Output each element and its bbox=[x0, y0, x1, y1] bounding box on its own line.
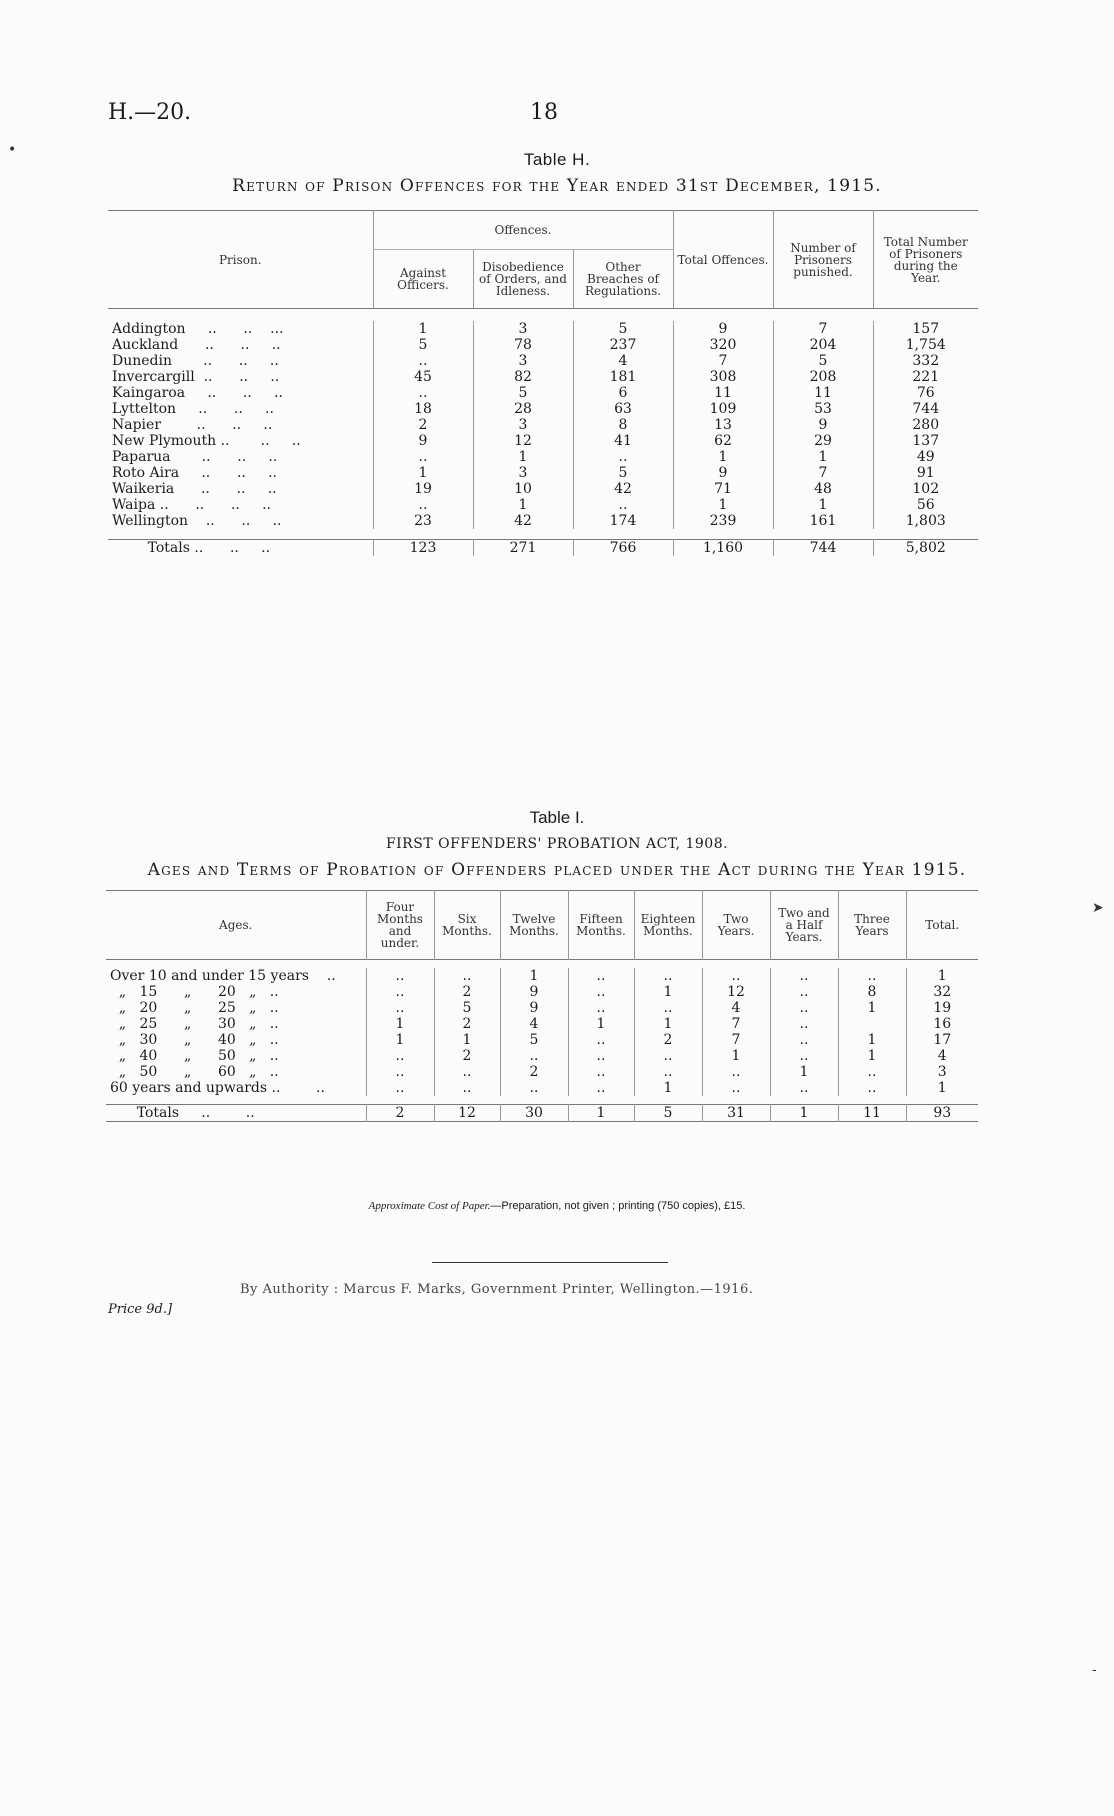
age-range: Over 10 and under 15 years .. bbox=[110, 968, 336, 984]
three-years-cell: .. bbox=[838, 1064, 906, 1080]
against-officers-cell: .. bbox=[373, 353, 473, 369]
table-row bbox=[108, 401, 978, 417]
three-years-cell: 1 bbox=[838, 1048, 906, 1064]
other-breaches-cell: 181 bbox=[573, 369, 673, 385]
against-officers-cell: 2 bbox=[373, 417, 473, 433]
other-breaches-cell: .. bbox=[573, 449, 673, 465]
fifteen-months-cell: .. bbox=[568, 1048, 634, 1064]
margin-dot: • bbox=[8, 142, 17, 158]
two-half-years-cell: .. bbox=[770, 1080, 838, 1096]
two-years-cell: 7 bbox=[702, 1032, 770, 1048]
six-months-cell: .. bbox=[434, 1080, 500, 1096]
eighteen-months-cell: .. bbox=[634, 1064, 702, 1080]
four-months-cell: .. bbox=[366, 1048, 434, 1064]
number-punished-cell: 161 bbox=[773, 513, 873, 529]
fifteen-months-cell: .. bbox=[568, 1032, 634, 1048]
number-punished-cell: 7 bbox=[773, 465, 873, 481]
age-range: „ 20 „ 25 „ .. bbox=[110, 1000, 279, 1016]
four-months-cell: .. bbox=[366, 1080, 434, 1096]
four-months-cell: .. bbox=[366, 968, 434, 984]
four-months-cell: .. bbox=[366, 1000, 434, 1016]
two-half-years-cell: .. bbox=[770, 1032, 838, 1048]
prison-name: New Plymouth .. .. .. bbox=[112, 433, 301, 449]
table-row bbox=[106, 1016, 978, 1032]
table-i-totals-row bbox=[106, 1105, 978, 1122]
two-half-years-cell: .. bbox=[770, 1000, 838, 1016]
number-punished-cell: 11 bbox=[773, 385, 873, 401]
table-row bbox=[108, 497, 978, 513]
page-header-reference: H.—20. bbox=[108, 100, 192, 125]
table-row bbox=[108, 465, 978, 481]
other-breaches-cell: 5 bbox=[573, 465, 673, 481]
footer-rule bbox=[432, 1262, 668, 1263]
against-officers-cell: 19 bbox=[373, 481, 473, 497]
two-half-years-cell: .. bbox=[770, 968, 838, 984]
table-h-header-disobedience: Disobedience of Orders, and Idleness. bbox=[473, 250, 573, 309]
eighteen-months-cell: 1 bbox=[634, 1080, 702, 1096]
table-h-header-total-prisoners: Total Number of Prisoners during the Year. bbox=[873, 211, 978, 309]
disobedience-cell: 42 bbox=[473, 513, 573, 529]
against-officers-cell: .. bbox=[373, 449, 473, 465]
prison-name: Addington .. .. ... bbox=[112, 321, 284, 337]
total-offences: 1,160 bbox=[673, 540, 773, 557]
two-years-cell: 12 bbox=[702, 984, 770, 1000]
total-eighteen-months: 5 bbox=[634, 1105, 702, 1122]
two-half-years-cell: .. bbox=[770, 1048, 838, 1064]
twelve-months-cell: 1 bbox=[500, 968, 568, 984]
total-four-months: 2 bbox=[366, 1105, 434, 1122]
table-i-header-total: Total. bbox=[906, 891, 978, 960]
total-two-years: 31 bbox=[702, 1105, 770, 1122]
totals-label: Totals .. .. bbox=[110, 1105, 255, 1121]
three-years-cell: 8 bbox=[838, 984, 906, 1000]
prison-name: Invercargill .. .. .. bbox=[112, 369, 280, 385]
totals-label: Totals .. .. .. bbox=[112, 540, 271, 556]
two-years-cell: .. bbox=[702, 1064, 770, 1080]
prison-name: Waikeria .. .. .. bbox=[112, 481, 277, 497]
table-i-header-four-months: Four Months and under. bbox=[366, 891, 434, 960]
six-months-cell: 1 bbox=[434, 1032, 500, 1048]
table-row bbox=[106, 1048, 978, 1064]
total-prisoners-cell: 49 bbox=[873, 449, 978, 465]
against-officers-cell: 9 bbox=[373, 433, 473, 449]
total-prisoners-cell: 157 bbox=[873, 321, 978, 337]
age-range: „ 15 „ 20 „ .. bbox=[110, 984, 279, 1000]
two-years-cell: 7 bbox=[702, 1016, 770, 1032]
table-row bbox=[108, 417, 978, 433]
table-row bbox=[106, 1080, 978, 1096]
total-cell: 19 bbox=[906, 1000, 978, 1016]
total-prisoners-cell: 332 bbox=[873, 353, 978, 369]
total-cell: 3 bbox=[906, 1064, 978, 1080]
disobedience-cell: 82 bbox=[473, 369, 573, 385]
other-breaches-cell: 4 bbox=[573, 353, 673, 369]
other-breaches-cell: 63 bbox=[573, 401, 673, 417]
total-offences-cell: 7 bbox=[673, 353, 773, 369]
total-prisoners-cell: 76 bbox=[873, 385, 978, 401]
prison-name: Dunedin .. .. .. bbox=[112, 353, 279, 369]
two-years-cell: .. bbox=[702, 1080, 770, 1096]
total-offences-cell: 11 bbox=[673, 385, 773, 401]
total-prisoners-cell: 56 bbox=[873, 497, 978, 513]
three-years-cell: 1 bbox=[838, 1000, 906, 1016]
twelve-months-cell: .. bbox=[500, 1080, 568, 1096]
total-total: 93 bbox=[906, 1105, 978, 1122]
table-i-header-ages: Ages. bbox=[219, 918, 253, 932]
three-years-cell: .. bbox=[838, 968, 906, 984]
table-h bbox=[108, 210, 978, 556]
cost-label: Approximate Cost of Paper. bbox=[368, 1200, 491, 1212]
disobedience-cell: 28 bbox=[473, 401, 573, 417]
total-offences-cell: 239 bbox=[673, 513, 773, 529]
total-offences-cell: 9 bbox=[673, 321, 773, 337]
table-i-header-eighteen-months: Eighteen Months. bbox=[634, 891, 702, 960]
against-officers-cell: 1 bbox=[373, 465, 473, 481]
number-punished-cell: 29 bbox=[773, 433, 873, 449]
number-punished-cell: 208 bbox=[773, 369, 873, 385]
table-i-header-twelve-months: Twelve Months. bbox=[500, 891, 568, 960]
total-cell: 17 bbox=[906, 1032, 978, 1048]
disobedience-cell: 78 bbox=[473, 337, 573, 353]
prison-name: Wellington .. .. .. bbox=[112, 513, 282, 529]
total-prisoners-cell: 1,803 bbox=[873, 513, 978, 529]
total-offences-cell: 1 bbox=[673, 449, 773, 465]
table-i-header-two-years: Two Years. bbox=[702, 891, 770, 960]
twelve-months-cell: 9 bbox=[500, 984, 568, 1000]
six-months-cell: 2 bbox=[434, 1048, 500, 1064]
fifteen-months-cell: .. bbox=[568, 968, 634, 984]
four-months-cell: .. bbox=[366, 984, 434, 1000]
prison-name: Roto Aira .. .. .. bbox=[112, 465, 278, 481]
two-years-cell: .. bbox=[702, 968, 770, 984]
number-punished-cell: 1 bbox=[773, 497, 873, 513]
total-fifteen-months: 1 bbox=[568, 1105, 634, 1122]
table-h-header-other-breaches: Other Breaches of Regulations. bbox=[573, 250, 673, 309]
table-h-header-total-offences: Total Offences. bbox=[673, 211, 773, 309]
fifteen-months-cell: .. bbox=[568, 984, 634, 1000]
against-officers-cell: 23 bbox=[373, 513, 473, 529]
total-offences-cell: 13 bbox=[673, 417, 773, 433]
against-officers-cell: 5 bbox=[373, 337, 473, 353]
total-disobedience: 271 bbox=[473, 540, 573, 557]
number-punished-cell: 48 bbox=[773, 481, 873, 497]
total-cell: 1 bbox=[906, 1080, 978, 1096]
total-offences-cell: 320 bbox=[673, 337, 773, 353]
disobedience-cell: 1 bbox=[473, 497, 573, 513]
disobedience-cell: 3 bbox=[473, 465, 573, 481]
table-h-totals-row bbox=[108, 540, 978, 557]
total-offences-cell: 109 bbox=[673, 401, 773, 417]
two-years-cell: 4 bbox=[702, 1000, 770, 1016]
total-offences-cell: 62 bbox=[673, 433, 773, 449]
total-prisoners-cell: 221 bbox=[873, 369, 978, 385]
page-number: 18 bbox=[530, 100, 558, 125]
other-breaches-cell: 41 bbox=[573, 433, 673, 449]
total-cell: 4 bbox=[906, 1048, 978, 1064]
disobedience-cell: 12 bbox=[473, 433, 573, 449]
three-years-cell: .. bbox=[838, 1080, 906, 1096]
prison-name: Kaingaroa .. .. .. bbox=[112, 385, 283, 401]
disobedience-cell: 5 bbox=[473, 385, 573, 401]
two-half-years-cell: 1 bbox=[770, 1064, 838, 1080]
age-range: 60 years and upwards .. .. bbox=[110, 1080, 325, 1096]
table-h-header-number-punished: Number of Prisoners punished. bbox=[773, 211, 873, 309]
table-row bbox=[106, 1000, 978, 1016]
total-cell: 32 bbox=[906, 984, 978, 1000]
three-years-cell bbox=[838, 1016, 906, 1032]
other-breaches-cell: .. bbox=[573, 497, 673, 513]
table-i-header-two-half-years: Two and a Half Years. bbox=[770, 891, 838, 960]
eighteen-months-cell: .. bbox=[634, 1000, 702, 1016]
table-row bbox=[108, 369, 978, 385]
other-breaches-cell: 174 bbox=[573, 513, 673, 529]
table-h-subtitle: Return of Prison Offences for the Year ended 31st December, 1915. bbox=[232, 176, 882, 196]
disobedience-cell: 1 bbox=[473, 449, 573, 465]
against-officers-cell: .. bbox=[373, 385, 473, 401]
fifteen-months-cell: .. bbox=[568, 1080, 634, 1096]
disobedience-cell: 3 bbox=[473, 353, 573, 369]
table-h-title: Table H. bbox=[523, 150, 591, 169]
table-i-title: Table I. bbox=[529, 808, 585, 827]
fifteen-months-cell: .. bbox=[568, 1064, 634, 1080]
table-row bbox=[106, 968, 978, 984]
margin-arrow-mark: ➤ bbox=[1092, 900, 1104, 916]
other-breaches-cell: 6 bbox=[573, 385, 673, 401]
total-prisoners-cell: 91 bbox=[873, 465, 978, 481]
prison-name: Waipa .. .. .. .. bbox=[112, 497, 272, 513]
total-cell: 1 bbox=[906, 968, 978, 984]
twelve-months-cell: 5 bbox=[500, 1032, 568, 1048]
six-months-cell: 2 bbox=[434, 1016, 500, 1032]
eighteen-months-cell: .. bbox=[634, 1048, 702, 1064]
against-officers-cell: 1 bbox=[373, 321, 473, 337]
cost-text: —Preparation, not given ; printing (750 copies), £15. bbox=[490, 1200, 746, 1212]
eighteen-months-cell: 2 bbox=[634, 1032, 702, 1048]
table-i-header-six-months: Six Months. bbox=[434, 891, 500, 960]
number-punished-cell: 1 bbox=[773, 449, 873, 465]
number-punished-cell: 204 bbox=[773, 337, 873, 353]
four-months-cell: 1 bbox=[366, 1032, 434, 1048]
total-six-months: 12 bbox=[434, 1105, 500, 1122]
table-row bbox=[108, 513, 978, 529]
twelve-months-cell: 2 bbox=[500, 1064, 568, 1080]
fifteen-months-cell: .. bbox=[568, 1000, 634, 1016]
total-other-breaches: 766 bbox=[573, 540, 673, 557]
other-breaches-cell: 8 bbox=[573, 417, 673, 433]
table-i-header-three-years: Three Years bbox=[838, 891, 906, 960]
prison-name: Paparua .. .. .. bbox=[112, 449, 278, 465]
total-cell: 16 bbox=[906, 1016, 978, 1032]
six-months-cell: .. bbox=[434, 968, 500, 984]
six-months-cell: 2 bbox=[434, 984, 500, 1000]
twelve-months-cell: 9 bbox=[500, 1000, 568, 1016]
four-months-cell: 1 bbox=[366, 1016, 434, 1032]
other-breaches-cell: 5 bbox=[573, 321, 673, 337]
prison-name: Napier .. .. .. bbox=[112, 417, 273, 433]
prison-name: Auckland .. .. .. bbox=[112, 337, 281, 353]
age-range: „ 50 „ 60 „ .. bbox=[110, 1064, 279, 1080]
age-range: „ 40 „ 50 „ .. bbox=[110, 1048, 279, 1064]
disobedience-cell: 10 bbox=[473, 481, 573, 497]
table-row bbox=[108, 481, 978, 497]
table-row bbox=[106, 1064, 978, 1080]
total-prisoners: 5,802 bbox=[873, 540, 978, 557]
other-breaches-cell: 237 bbox=[573, 337, 673, 353]
eighteen-months-cell: 1 bbox=[634, 1016, 702, 1032]
total-two-half-years: 1 bbox=[770, 1105, 838, 1122]
disobedience-cell: 3 bbox=[473, 321, 573, 337]
table-h-header-prison: Prison. bbox=[108, 211, 373, 309]
total-offences-cell: 308 bbox=[673, 369, 773, 385]
price-note: Price 9d.] bbox=[108, 1302, 173, 1317]
table-i-subtitle: Ages and Terms of Probation of Offenders placed under the Act during the Year 1915. bbox=[147, 860, 967, 880]
three-years-cell: 1 bbox=[838, 1032, 906, 1048]
twelve-months-cell: 4 bbox=[500, 1016, 568, 1032]
six-months-cell: 5 bbox=[434, 1000, 500, 1016]
twelve-months-cell: .. bbox=[500, 1048, 568, 1064]
eighteen-months-cell: 1 bbox=[634, 984, 702, 1000]
two-years-cell: 1 bbox=[702, 1048, 770, 1064]
table-row bbox=[108, 353, 978, 369]
age-range: „ 25 „ 30 „ .. bbox=[110, 1016, 279, 1032]
table-row bbox=[108, 321, 978, 337]
cost-of-paper-note bbox=[0, 1200, 1114, 1212]
four-months-cell: .. bbox=[366, 1064, 434, 1080]
table-h-header-offences: Offences. bbox=[373, 211, 673, 250]
table-row bbox=[108, 385, 978, 401]
eighteen-months-cell: .. bbox=[634, 968, 702, 984]
table-row bbox=[108, 449, 978, 465]
table-row bbox=[108, 433, 978, 449]
six-months-cell: .. bbox=[434, 1064, 500, 1080]
table-i-header-fifteen-months: Fifteen Months. bbox=[568, 891, 634, 960]
total-offences-cell: 9 bbox=[673, 465, 773, 481]
margin-dash-mark: - bbox=[1092, 1662, 1097, 1678]
against-officers-cell: .. bbox=[373, 497, 473, 513]
two-half-years-cell: .. bbox=[770, 1016, 838, 1032]
other-breaches-cell: 42 bbox=[573, 481, 673, 497]
total-prisoners-cell: 137 bbox=[873, 433, 978, 449]
total-punished: 744 bbox=[773, 540, 873, 557]
against-officers-cell: 45 bbox=[373, 369, 473, 385]
total-against-officers: 123 bbox=[373, 540, 473, 557]
number-punished-cell: 9 bbox=[773, 417, 873, 433]
disobedience-cell: 3 bbox=[473, 417, 573, 433]
age-range: „ 30 „ 40 „ .. bbox=[110, 1032, 279, 1048]
fifteen-months-cell: 1 bbox=[568, 1016, 634, 1032]
total-prisoners-cell: 280 bbox=[873, 417, 978, 433]
table-h-header-against-officers: Against Officers. bbox=[373, 250, 473, 309]
total-offences-cell: 71 bbox=[673, 481, 773, 497]
against-officers-cell: 18 bbox=[373, 401, 473, 417]
table-row bbox=[108, 337, 978, 353]
table-row bbox=[106, 1032, 978, 1048]
printer-authority: By Authority : Marcus F. Marks, Government Printer, Wellington.—1916. bbox=[240, 1282, 754, 1297]
number-punished-cell: 7 bbox=[773, 321, 873, 337]
two-half-years-cell: .. bbox=[770, 984, 838, 1000]
total-prisoners-cell: 1,754 bbox=[873, 337, 978, 353]
table-row bbox=[106, 984, 978, 1000]
total-three-years: 11 bbox=[838, 1105, 906, 1122]
prison-name: Lyttelton .. .. .. bbox=[112, 401, 274, 417]
table-i bbox=[106, 890, 978, 1122]
total-offences-cell: 1 bbox=[673, 497, 773, 513]
total-prisoners-cell: 102 bbox=[873, 481, 978, 497]
total-prisoners-cell: 744 bbox=[873, 401, 978, 417]
table-i-act: FIRST OFFENDERS' PROBATION ACT, 1908. bbox=[385, 836, 729, 852]
number-punished-cell: 5 bbox=[773, 353, 873, 369]
number-punished-cell: 53 bbox=[773, 401, 873, 417]
total-twelve-months: 30 bbox=[500, 1105, 568, 1122]
